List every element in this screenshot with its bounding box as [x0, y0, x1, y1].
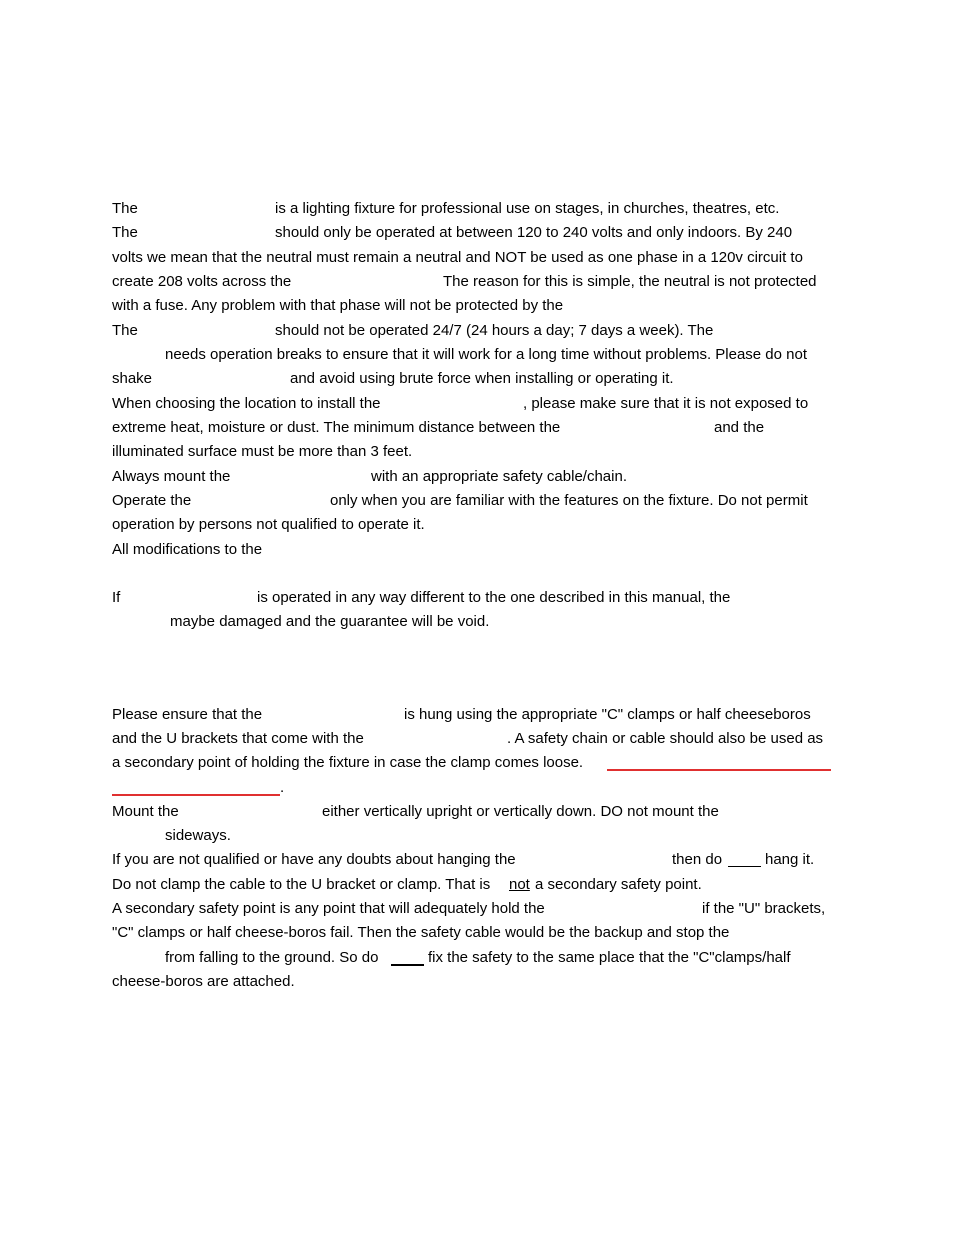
text-fragment: If [112, 589, 121, 606]
red-underline-rule [112, 794, 280, 796]
text-fragment: Do not clamp the cable to the U bracket or clamp. That is [112, 876, 491, 893]
text-fragment: Operate the [112, 492, 192, 509]
text-fragment: is operated in any way different to the one described in this manual, the [257, 589, 731, 606]
text-fragment: . [280, 779, 285, 796]
text-line: with a fuse. Any problem with that phase will not be protected by the [112, 297, 564, 314]
text-fragment: with an appropriate safety cable/chain. [371, 468, 627, 485]
text-fragment: fix the safety to the same place that the "C"clamps/half [428, 949, 791, 966]
text-fragment: is a lighting fixture for professional use on stages, in churches, theatres, etc. [275, 200, 780, 217]
text-line: volts we mean that the neutral must remain a neutral and NOT be used as one phase in a 120v circuit to [112, 249, 803, 266]
text-fragment: . A safety chain or cable should also be used as [507, 730, 824, 747]
text-fragment: extreme heat, moisture or dust. The minimum distance between the [112, 419, 561, 436]
blank-underline [391, 950, 424, 966]
text-fragment: Always mount the [112, 468, 231, 485]
text-line: maybe damaged and the guarantee will be void. [170, 613, 490, 630]
text-line: needs operation breaks to ensure that it will work for a long time without problems. Please do not [165, 346, 808, 363]
text-fragment: and the [714, 419, 765, 436]
text-fragment: Mount the [112, 803, 179, 820]
text-line: All modifications to the [112, 541, 263, 558]
text-fragment: A secondary safety point is any point that will adequately hold the [112, 900, 545, 917]
text-line: operation by persons not qualified to operate it. [112, 516, 425, 533]
text-fragment: should not be operated 24/7 (24 hours a day; 7 days a week). The [275, 322, 714, 339]
text-fragment: shake [112, 370, 153, 387]
text-fragment: should only be operated at between 120 to 240 volts and only indoors. By 240 [275, 224, 793, 241]
text-fragment: only when you are familiar with the features on the fixture. Do not permit [330, 492, 808, 509]
text-fragment: The [112, 322, 138, 339]
text-fragment: if the "U" brackets, [702, 900, 826, 917]
text-line: sideways. [165, 827, 231, 844]
text-line: illuminated surface must be more than 3 feet. [112, 443, 413, 460]
text-fragment: create 208 volts across the [112, 273, 292, 290]
text-fragment: hang it. [765, 851, 815, 868]
text-line: "C" clamps or half cheese-boros fail. Then the safety cable would be the backup and stop the [112, 924, 730, 941]
text-fragment: from falling to the ground. So do [165, 949, 379, 966]
text-fragment: , please make sure that it is not exposed to [523, 395, 809, 412]
text-fragment: Please ensure that the [112, 706, 263, 723]
text-fragment: If you are not qualified or have any doubts about hanging the [112, 851, 516, 868]
text-fragment: and avoid using brute force when installing or operating it. [290, 370, 674, 387]
red-underline-rule [607, 769, 831, 771]
text-line: a secondary point of holding the fixture in case the clamp comes loose. [112, 754, 584, 771]
blank-underline [728, 852, 761, 867]
text-fragment: either vertically upright or vertically down. DO not mount the [322, 803, 719, 820]
text-fragment: and the U brackets that come with the [112, 730, 364, 747]
text-fragment: The [112, 224, 138, 241]
underlined-word: not [509, 876, 530, 893]
text-fragment: is hung using the appropriate "C" clamps or half cheeseboros [404, 706, 811, 723]
text-fragment: a secondary safety point. [535, 876, 702, 893]
text-fragment: then do [672, 851, 723, 868]
text-fragment: When choosing the location to install the [112, 395, 381, 412]
text-fragment: The [112, 200, 138, 217]
text-fragment: The reason for this is simple, the neutral is not protected [443, 273, 817, 290]
text-line: cheese-boros are attached. [112, 973, 295, 990]
